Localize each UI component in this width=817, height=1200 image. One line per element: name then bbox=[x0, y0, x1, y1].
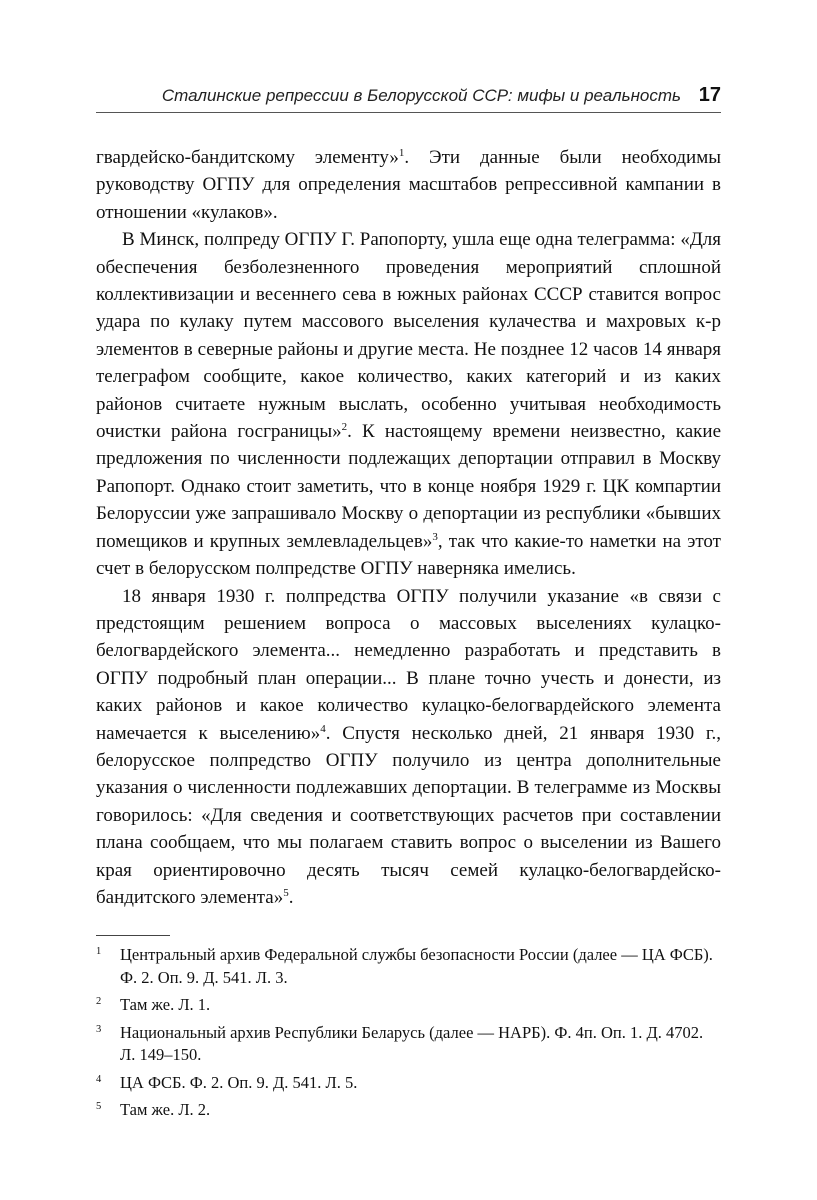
footnote-3 bbox=[96, 1022, 721, 1067]
footnote-number: 4 bbox=[96, 1073, 102, 1085]
paragraph-3: 18 января 1930 г. полпредства ОГПУ получили указание «в связи с предстоящим решением вопроса о массовых выселениях кулацко-белогвардейского элемента... немедленно разработать и представить в ОГПУ подробный план операции... В плане точно учесть и донести, из каких районов и какое количество кулацко-белогвардейского элемента намечается к выселению»$^4$. Спустя несколько дней, 21 января 1930 г., белорусское полпредство ОГПУ получило из центра дополнительные указания о численности подлежавших депортации. В телеграмме из Москвы говорилось: «Для сведения и соответствующих расчетов при составлении плана сообщаем, что мы полагаем ставить вопрос о выселении из Вашего края ориентировочно десять тысяч семей кулацко-белогвардейско-бандитского элемента»$^5$. bbox=[96, 585, 722, 908]
footnotes bbox=[96, 944, 721, 1127]
paragraph-1: гвардейско-бандитскому элементу»$^1$. Эти данные были необходимы руководству ОГПУ для определения масштабов репрессивной кампании в отношении «кулаков». bbox=[96, 147, 721, 223]
footnote-text: Там же. Л. 1. bbox=[120, 995, 211, 1014]
footnote-ref-1: 1 bbox=[398, 147, 405, 159]
footnote-2 bbox=[96, 994, 721, 1017]
page-header bbox=[96, 84, 721, 114]
footnote-text: ЦА ФСБ. Ф. 2. Оп. 9. Д. 541. Л. 5. bbox=[120, 1072, 358, 1092]
footnote-text: Национальный архив Республики Беларусь (далее — НАРБ). Ф. 4п. Оп. 1. Д. 4702. Л. 149–150. bbox=[120, 1022, 704, 1064]
page-number: 17 bbox=[698, 84, 721, 106]
footnote-ref-3: 3 bbox=[432, 530, 438, 543]
body-text bbox=[96, 144, 721, 911]
footnote-4 bbox=[96, 1072, 721, 1095]
footnote-ref-4: 4 bbox=[320, 722, 326, 735]
footnote-ref-5: 5 bbox=[283, 886, 289, 899]
footnote-number: 1 bbox=[96, 946, 102, 957]
header-rule bbox=[96, 112, 721, 113]
footnote-text: Там же. Л. 2. bbox=[120, 1100, 211, 1119]
footnote-1 bbox=[96, 944, 721, 989]
footnote-separator bbox=[96, 935, 170, 936]
footnote-number: 5 bbox=[96, 1101, 102, 1112]
paragraph-2: В Минск, полпреду ОГПУ Г. Рапопорту, ушла еще одна телеграмма: «Для обеспечения безболезненного проведения мероприятий сплошной коллективизации и весеннего сева в южных районах СССР ставится вопрос удара по кулаку путем массового выселения кулачества и махровых к-р элементов в северные районы и другие места. Не позднее 12 часов 14 января телеграфом сообщите, какое количество, каких категорий и из каких районов считаете нужным выслать, особенно учитывая необходимость очистки района госграницы»$^2$. К настоящему времени неизвестно, какие предложения по численности подлежащих депортации отправил в Москву Рапопорт. Однако стоит заметить, что в конце ноября 1929 г. ЦК компартии Белоруссии уже запрашивало Москву о депортации из республики «бывших помещиков и крупных землевладельцев»$^3$, так что какие-то наметки на этот счет в белорусском полпредстве ОГПУ наверняка имелись. bbox=[96, 229, 722, 580]
footnote-number: 3 bbox=[96, 1023, 102, 1035]
running-title: Сталинские репрессии в Белорусской ССР: мифы и реальность bbox=[161, 86, 681, 105]
footnote-ref-2: 2 bbox=[341, 421, 348, 434]
footnote-5 bbox=[96, 1099, 721, 1122]
footnote-text: Центральный архив Федеральной службы безопасности России (далее — ЦА ФСБ). Ф. 2. Оп. 9. Д. 541. Л. 3. bbox=[120, 945, 713, 987]
footnote-number: 2 bbox=[96, 996, 102, 1007]
